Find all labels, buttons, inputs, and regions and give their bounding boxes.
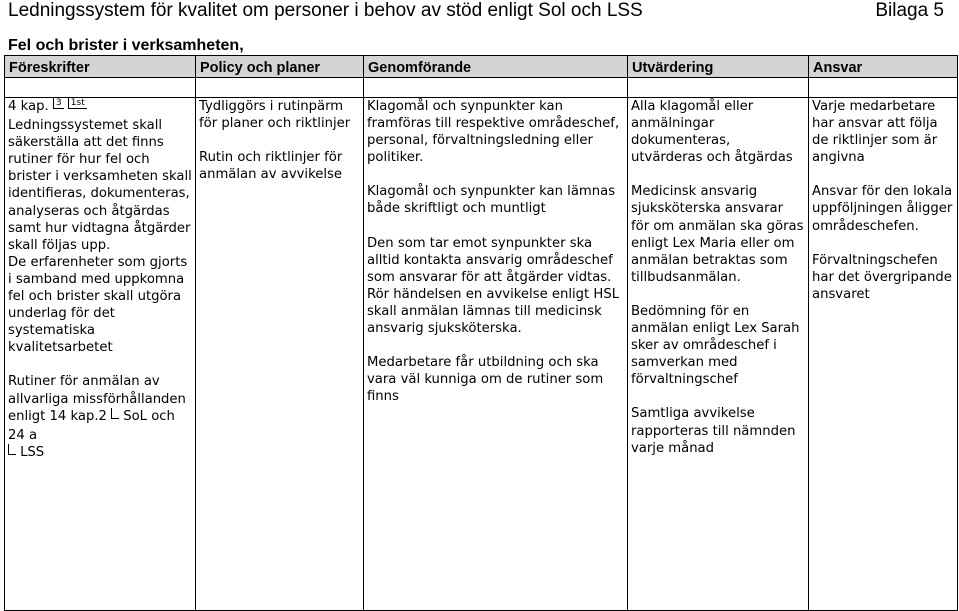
implementation-text: Den som tar emot synpunkter ska alltid kontakta ansvarig områdeschef som ansvarar för att åtgärder vidtas. Rör händelsen en avvikelse enligt HSL skall anmälan lämnas till medicinsk ansvarig sjuksköterska.: [367, 235, 620, 337]
spacer-row: [5, 78, 958, 98]
regulation-text: Rutiner för anmälan av allvarliga missförhållanden enligt 14 kap.2 SoL och 24 a LSS: [8, 374, 186, 460]
regulation-reference: 4 kap. $^3$ $^{1st}$: [8, 98, 85, 114]
evaluation-text: Medicinsk ansvarig sjuksköterska ansvarar för om anmälan ska göras enligt Lex Maria eller om anmälan betraktas som tillbudsanmälan.: [631, 184, 804, 285]
section-symbol: 3: [53, 98, 64, 109]
implementation-cell: [364, 98, 628, 611]
implementation-text: Klagomål och synpunkter kan framföras till respektive områdeschef, personal, förvaltningsledning eller politiker.: [367, 99, 620, 166]
responsibility-text: Ansvar för den lokala uppföljningen åligger områdeschefen.: [812, 184, 953, 234]
section-symbol: [8, 444, 16, 455]
column-header-regulations: Föreskrifter: [5, 56, 196, 78]
policy-text: Tydliggörs i rutinpärm för planer och riktlinjer: [199, 99, 351, 132]
column-header-responsibility: Ansvar: [809, 56, 958, 78]
evaluation-text: Alla klagomål eller anmälningar dokumenteras, utvärderas och åtgärdas: [631, 99, 793, 166]
section-heading: Fel och brister i verksamheten,: [8, 37, 244, 54]
annex-label: Bilaga 5: [875, 0, 944, 21]
document-header: [8, 0, 944, 26]
table-header-row: [5, 56, 958, 78]
implementation-text: Medarbetare får utbildning och ska vara väl kunniga om de rutiner som finns: [367, 355, 604, 405]
responsibility-text: Varje medarbetare har ansvar att följa de riktlinjer som är angivna: [812, 99, 938, 166]
section-symbol: [111, 408, 119, 419]
regulation-text: Ledningssystemet skall säkerställa att det finns rutiner för hur fel och brister i verksamheten skall identifieras, dokumenteras, analyseras och åtgärdas samt hur vidtagna åtgärder skall följas upp.: [8, 118, 192, 253]
regulation-text: De erfarenheter som gjorts i samband med uppkomna fel och brister skall utgöra underlag för det systematiska kvalitetsarbetet: [8, 254, 188, 356]
column-header-policy: Policy och planer: [196, 56, 364, 78]
evaluation-text: Bedömning för en anmälan enligt Lex Sarah sker av områdeschef i samverkan med förvaltningschef: [631, 303, 800, 388]
responsibility-cell: [809, 98, 958, 611]
document-title: Ledningssystem för kvalitet om personer i behov av stöd enligt Sol och LSS: [8, 0, 643, 21]
column-header-evaluation: Utvärdering: [628, 56, 809, 78]
section-symbol: 1st: [68, 98, 87, 109]
quality-table: [4, 55, 958, 611]
policy-cell: [196, 98, 364, 611]
implementation-text: Klagomål och synpunkter kan lämnas både skriftligt och muntligt: [367, 184, 616, 217]
policy-text: Rutin och riktlinjer för anmälan av avvikelse: [199, 150, 343, 183]
column-header-implementation: Genomförande: [364, 56, 628, 78]
evaluation-cell: [628, 98, 809, 611]
table-row: [5, 98, 958, 611]
responsibility-text: Förvaltningschefen har det övergripande ansvaret: [812, 252, 952, 302]
evaluation-text: Samtliga avvikelse rapporteras till nämnden varje månad: [631, 406, 796, 456]
regulations-cell: [5, 98, 196, 611]
